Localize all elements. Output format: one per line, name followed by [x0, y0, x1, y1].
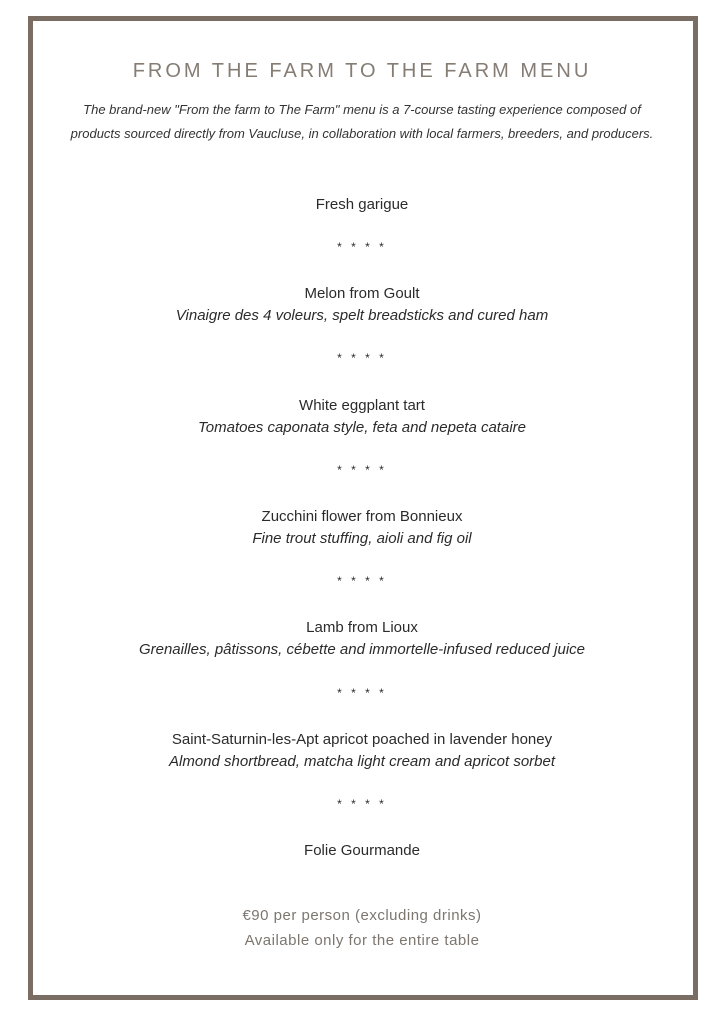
course-2-name: Melon from Goult [304, 285, 420, 302]
course-6-description: Almond shortbread, matcha light cream and apricot sorbet [168, 753, 556, 770]
course-3-name: White eggplant tart [299, 397, 425, 414]
availability-line: Available only for the entire table [244, 932, 480, 949]
course-3-description: Tomatoes caponata style, feta and nepeta cataire [197, 419, 526, 436]
course-separator: * * * * [337, 463, 387, 477]
course-7-name: Folie Gourmande [304, 842, 420, 859]
menu-intro: The brand-new "From the farm to The Farm" menu is a 7-course tasting experience composed of products sourced directly from Vaucluse, in collaboration with local farmers, breeders, and producers. [70, 102, 654, 141]
course-separator: * * * * [337, 686, 387, 700]
course-4-description: Fine trout stuffing, aioli and fig oil [252, 530, 472, 547]
course-5-description: Grenailles, pâtissons, cébette and immortelle-infused reduced juice [138, 641, 586, 658]
course-4-name: Zucchini flower from Bonnieux [261, 508, 463, 525]
course-separator: * * * * [337, 240, 387, 254]
course-6-name: Saint-Saturnin-les-Apt apricot poached in lavender honey [171, 731, 553, 748]
menu-title: FROM THE FARM TO THE FARM MENU [132, 60, 592, 82]
course-separator: * * * * [337, 574, 387, 588]
course-separator: * * * * [337, 797, 387, 811]
course-1-name: Fresh garigue [315, 196, 409, 213]
course-separator: * * * * [337, 351, 387, 365]
course-2-description: Vinaigre des 4 voleurs, spelt breadsticks and cured ham [175, 307, 549, 324]
course-5-name: Lamb from Lioux [306, 619, 418, 636]
price-line: €90 per person (excluding drinks) [242, 907, 482, 924]
